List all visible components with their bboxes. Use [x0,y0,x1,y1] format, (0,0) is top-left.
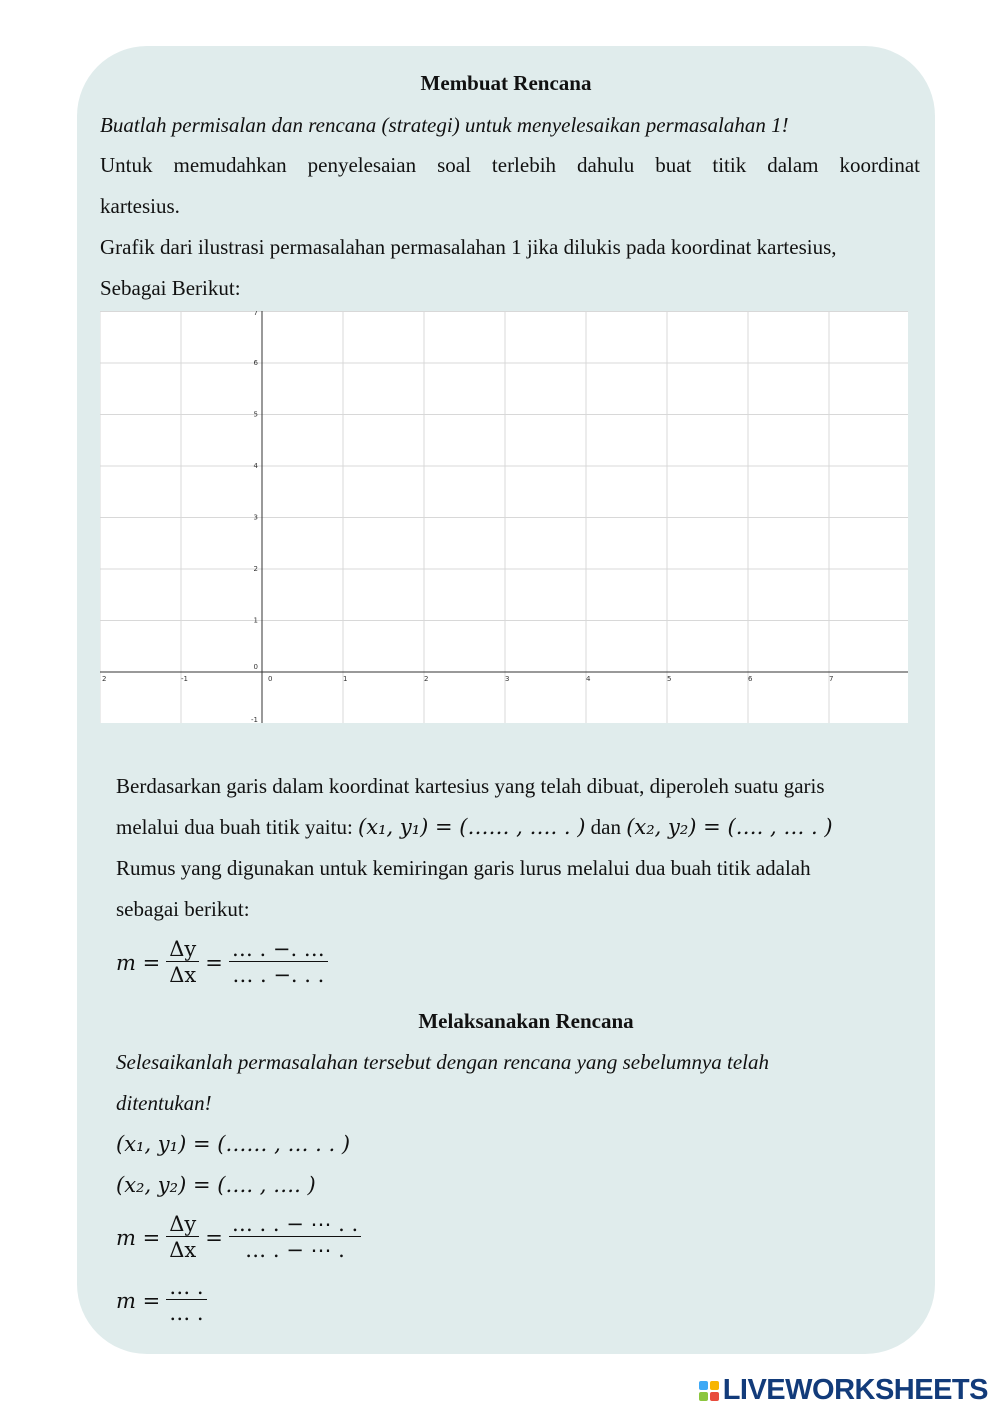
delta-y: Δy [166,1212,199,1237]
x-tick-label: 3 [505,675,510,683]
paragraph-line: Rumus yang digunakan untuk kemiringan garis lurus melalui dua buah titik adalah [116,856,811,880]
instruction-text: Selesaikanlah permasalahan tersebut dengan rencana yang sebelumnya telah [116,1050,770,1074]
x-tick-label: -1 [181,675,188,683]
blank-fraction[interactable] [229,1212,361,1263]
logo-square-icon [699,1381,708,1390]
heading-membuat-rencana: Membuat Rencana [420,71,592,95]
heading-melaksanakan-rencana: Melaksanakan Rencana [418,1009,634,1033]
liveworksheets-logo[interactable] [699,1374,988,1407]
point-2-blank[interactable]: (x₂, y₂) = (…. , … . ) [626,815,833,839]
y-tick-label: -1 [251,716,258,723]
x-tick-label: 0 [268,675,273,683]
x-tick-label: 4 [586,675,591,683]
equals-sign: = [205,950,223,975]
points-prefix: melalui dua buah titik yaitu: [116,815,353,839]
fraction-numerator-blank[interactable]: … . . − ⋯ . . [229,1212,361,1237]
y-tick-label: 3 [253,513,258,522]
slope-formula [116,1212,361,1263]
paragraph-line: Untuk memudahkan penyelesaian soal terlebih dahulu buat titik dalam koordinat [100,153,920,177]
point-1-blank[interactable]: (x₁, y₁) = (…… , … . . ) [116,1132,351,1156]
paragraph-line: Sebagai Berikut: [100,276,241,300]
equals-sign: = [205,1225,223,1250]
logo-grid-icon [699,1381,719,1401]
formula-lhs: m = [116,1225,161,1250]
paragraph-line: Grafik dari ilustrasi permasalahan permasalahan 1 jika dilukis pada koordinat kartesius, [100,235,837,259]
result-fraction[interactable] [166,1275,206,1326]
fraction-denominator-blank[interactable]: … . −. . . [232,963,325,987]
y-tick-label: 4 [253,462,258,470]
y-tick-label: 0 [253,663,258,671]
x-tick-label: 2 [424,675,429,683]
y-tick-label: 7 [253,311,258,317]
instruction-text: Buatlah permisalan dan rencana (strategi) untuk menyelesaikan permasalahan 1! [100,113,789,137]
brand-name: LIVEWORKSHEETS [722,1374,988,1406]
blank-fraction[interactable] [229,937,328,988]
formula-lhs: m = [116,950,161,975]
logo-square-icon [699,1392,708,1401]
points-line [116,815,833,839]
y-tick-label: 1 [253,616,258,625]
slope-formula [116,937,328,988]
y-tick-label: 5 [253,410,258,419]
x-tick-label: 6 [748,675,753,683]
result-denominator-blank[interactable]: … . [169,1301,204,1325]
logo-square-icon [710,1381,719,1390]
result-lhs: m = [116,1288,161,1313]
delta-fraction [166,937,199,988]
fraction-numerator-blank[interactable]: … . −. … [229,937,328,962]
delta-fraction [166,1212,199,1263]
x-tick-label: 7 [829,675,834,683]
y-tick-label: 6 [253,359,258,367]
x-tick-label: 1 [343,675,348,683]
cartesian-graph-svg [100,311,908,723]
logo-square-icon [710,1392,719,1401]
paragraph-line: sebagai berikut: [116,897,250,921]
y-tick-label: 2 [253,565,258,573]
instruction-text: ditentukan! [116,1091,212,1115]
point-1-blank[interactable]: (x₁, y₁) = (…… , …. . ) [358,815,586,839]
delta-y: Δy [166,937,199,962]
dan-text: dan [590,815,621,839]
delta-x: Δx [169,1238,197,1262]
fraction-denominator-blank[interactable]: … . − ⋯ . [245,1238,345,1262]
x-tick-label: 5 [667,675,672,683]
paragraph-line: kartesius. [100,194,180,218]
x-tick-label: 2 [102,675,107,683]
paragraph-line: Berdasarkan garis dalam koordinat kartesius yang telah dibuat, diperoleh suatu garis [116,774,825,798]
slope-result [116,1275,207,1326]
point-2-blank[interactable]: (x₂, y₂) = (…. , …. ) [116,1173,316,1197]
cartesian-graph[interactable] [100,311,908,723]
delta-x: Δx [169,963,197,987]
result-numerator-blank[interactable]: … . [166,1275,206,1300]
